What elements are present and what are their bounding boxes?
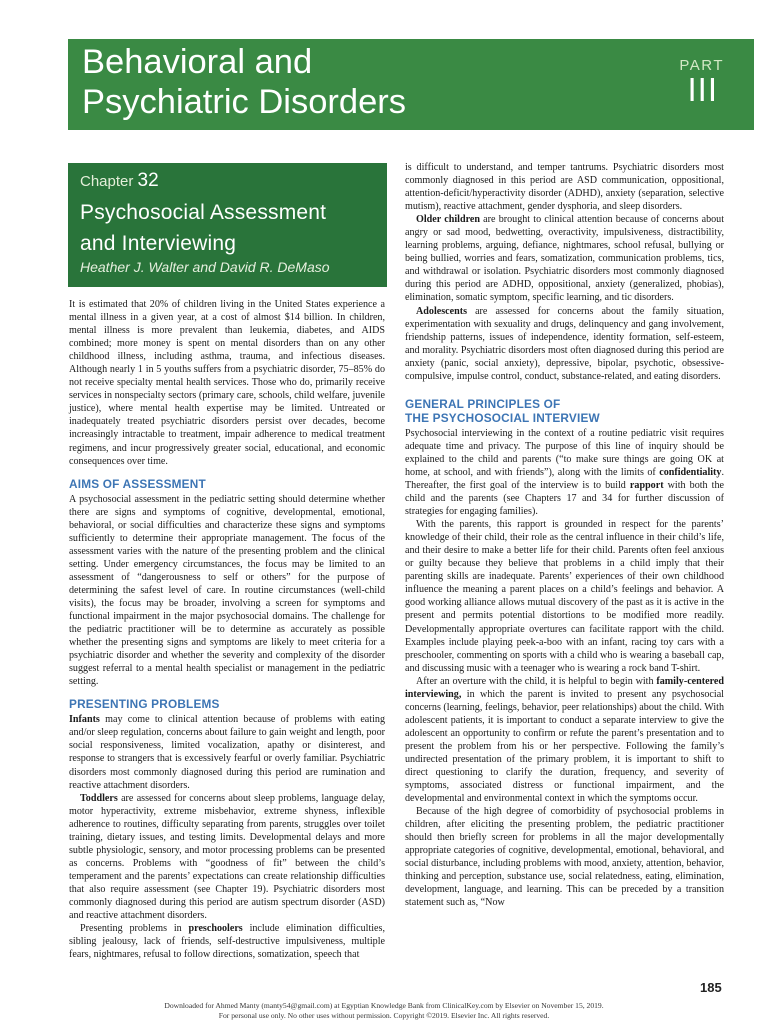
- adolescents-term: Adolescents: [416, 305, 468, 317]
- aims-heading: AIMS OF ASSESSMENT: [69, 476, 206, 491]
- page-number: 185: [700, 980, 722, 995]
- footer-line-2: For personal use only. No other uses without permission. Copyright ©2019. Elsevier Inc. All rights reserved.: [218, 1011, 550, 1020]
- preschoolers-intro: Presenting problems in: [80, 923, 189, 935]
- part-banner: [68, 39, 754, 130]
- rapport-term: rapport: [629, 479, 664, 491]
- preschoolers-continued: is difficult to understand, and temper tantrums. Psychiatric disorders most commonly diagnosed in this period are ASD communication, oppositional, attention-deficit/hyperactivity disorder (ADHD), anxiety (separation, selective mutism), reactive attachment, gender dysphoria, and sleep disorders.: [405, 162, 724, 213]
- part-number: III: [687, 71, 718, 108]
- interview-text-e: in which the parent is invited to present any psychosocial concerns (learning, feelings, behavior, peer relationships) about the child. With adolescent patients, it is important to conduct a separate interview to give the adolescent an opportunity to confirm or refute the parent’s presentation and to present the problem from his or her perspective. Following the family’s undirected presentation of the primary problem, it is important to shift to direct questioning to clarify the duration, frequency, and severity of symptoms, associated distress or functional impairment, and the developmental and environmental context in which the symptoms occur.: [405, 688, 724, 805]
- part-label: PART: [679, 57, 724, 74]
- infants-paragraph: [69, 713, 385, 791]
- footer-line-1: Downloaded for Ahmed Manty (manty54@gmail.com) at Egyptian Knowledge Bank from ClinicalKey.com by Elsevier on November 15, 2019.: [164, 1001, 604, 1010]
- interview-text-b: . Thereafter, the first goal of the interview is to build: [405, 466, 724, 491]
- interview-paragraph-3: [405, 675, 724, 805]
- toddlers-text: are assessed for concerns about sleep problems, language delay, motor hyperactivity, extreme misbehavior, extreme shyness, inflexible adherence to routines, difficulty separating from parents, struggles over toilet training, dietary issues, and testing limits. Developmental delays and more subtle physiologic, sensory, and motor processing problems can be presented as concerns. Problems with “goodness of fit” between the child’s temperament and the parents’ expectations can create relationship difficulties that also require assessment (see Chapter 19). Psychiatric disorders most commonly diagnosed during this period are autism spectrum disorder (ASD) and reactive attachment disorders.: [69, 792, 385, 922]
- interview-paragraph-1: [405, 427, 724, 518]
- adolescents-paragraph: [405, 305, 724, 383]
- preschoolers-text: include elimination difficulties, sibling jealousy, lack of friends, self-destructive impulsiveness, multiple fears, nightmares, refusal to follow directions, somatization, speech that: [69, 923, 385, 961]
- interview-paragraph-4: Because of the high degree of comorbidity of psychosocial problems in children, after eliciting the presenting problem, the pediatric practitioner should then briefly screen for problems in all the major developmentally appropriate categories of cognitive, developmental, emotional, behavioral, and social disturbance, including problems with mood, anxiety, attention, behavior, thinking and perception, substance use, social relatedness, eating, elimination, development, language, and learning. This can be preceded by a transition statement such as, “Now: [405, 806, 724, 909]
- chapter-word: Chapter: [80, 173, 134, 190]
- toddlers-paragraph: [69, 792, 385, 922]
- interview-text-d: After an overture with the child, it is helpful to begin with: [416, 675, 657, 687]
- older-children-term: Older children: [416, 214, 480, 226]
- infants-term: Infants: [69, 714, 100, 726]
- chapter-header: [68, 163, 387, 287]
- general-principles-heading-line-1: GENERAL PRINCIPLES OF: [405, 396, 561, 411]
- aims-paragraph: A psychosocial assessment in the pediatric setting should determine whether there are signs and symptoms of cognitive, developmental, emotional, behavioral, or social difficulties and characterize these signs and symptoms sufficiently to determine their appropriate management. The focus of the assessment varies with the nature of the presenting problem and the clinical setting. Under emergency circumstances, the focus may be limited to an assessment of “dangerousness to self or others” for the purpose of determining the safest level of care. In routine circumstances (well-child visits), the focus may be broader, involving a screen for symptoms and functional impairment in the major psychosocial domains. The challenge for the pediatric practitioner will be to determine as accurately as possible whether the presenting signs and symptoms are likely to meet criteria for a psychiatric disorder and whether the severity and complexity of the disorder suggest referral to a mental health specialist or management in the pediatric setting.: [69, 493, 385, 688]
- adolescents-text: are assessed for concerns about the family situation, experimentation with sexuality and drugs, delinquency and gang involvement, friendship patterns, issues of independence, identity formation, self-esteem, and morality. Psychiatric disorders most often diagnosed during this period are anxiety (panic, social anxiety), depressive, bipolar, psychotic, obsessive-compulsive, impulse control, conduct, substance-related, and eating disorders.: [405, 305, 724, 382]
- part-title-line-2: Psychiatric Disorders: [82, 83, 406, 121]
- general-principles-heading-line-2: THE PSYCHOSOCIAL INTERVIEW: [405, 410, 600, 425]
- infants-text: may come to clinical attention because of problems with eating and/or sleep regulation, concerns about failure to gain weight and length, poor social responsiveness, limited vocalization, apathy or disinterest, and response to strangers that is excessively fearful or overly familiar. Psychiatric disorders most commonly diagnosed during this period are rumination and reactive attachment disorders.: [69, 714, 385, 791]
- download-footer: [0, 1001, 768, 1021]
- intro-paragraph: It is estimated that 20% of children living in the United States experience a mental illness in a given year, at a cost of almost $14 billion. In children, mental illness is more prevalent than leukemia, diabetes, and AIDS combined; more money is spent on mental disorders than on any other childhood illness, including asthma, trauma, and infectious diseases. Although nearly 1 in 5 youths suffers from a psychiatric disorder, 75–85% do not receive specialty mental health services. Those who do, primarily receive services in nonspecialty sectors (primary care, schools, child welfare, juvenile justice), where mental health expertise may be limited. Untreated or inadequately treated psychiatric disorders persist over decades, become increasingly intractable to treatment, impair adherence to medical treatment regimens, and incur progressively greater social, educational, and economic consequences over time.: [69, 299, 385, 467]
- toddlers-term: Toddlers: [80, 792, 118, 804]
- chapter-title-line-2: and Interviewing: [80, 232, 237, 255]
- interview-paragraph-2: With the parents, this rapport is grounded in respect for the parents’ knowledge of their child, their role as the central influence in their child’s life, and their desire to make a better life for their child. Parents often feel anxious or guilty because they believe that problems in a child imply that their parenting skills are inadequate. Parents’ experiences of their own childhood influence the meaning a parent places on a child’s feelings and behavior. A good working alliance allows mutual discovery of the past as it is active in the present and permits potential distortions to be modified more readily. Developmentally appropriate overtures can facilitate rapport with the child. Examples include playing peek-a-boo with an infant, racing toy cars with a preschooler, commenting on sports with a child who is wearing a baseball cap, and discussing music with a teenager who is wearing a rock band T-shirt.: [405, 519, 724, 674]
- chapter-number: 32: [137, 170, 159, 191]
- part-title-line-1: Behavioral and: [82, 43, 313, 81]
- older-children-text: are brought to clinical attention because of concerns about angry or sad mood, bedwetting, overactivity, impulsiveness, distractibility, learning problems, arguing, defiance, nightmares, school refusal, bullying or being bullied, worries and fears, somatization, communication problems, tics, and withdrawal or isolation. Psychiatric disorders most commonly diagnosed during this period are ADHD, oppositional, anxiety (generalized, phobias), elimination, somatic symptom, specific learning, and tic disorders.: [405, 214, 725, 304]
- chapter-title: [80, 197, 326, 259]
- preschoolers-paragraph: [69, 922, 385, 961]
- confidentiality-term: confidentiality: [659, 466, 722, 478]
- interview-text-c: with both the child and the parents (see Chapters 17 and 34 for further discussion of strategies for engaging families).: [405, 479, 724, 518]
- interview-text-a: Psychosocial interviewing in the context of a routine pediatric visit requires adequate time and privacy. The purpose of this line of inquiry should be explained to the child and parents (“to make sure things are going OK at home, at school, and with friends”), along with the limits of: [405, 427, 724, 478]
- part-title: [82, 42, 406, 122]
- presenting-heading: PRESENTING PROBLEMS: [69, 697, 220, 712]
- chapter-title-line-1: Psychosocial Assessment: [80, 201, 327, 224]
- chapter-authors: Heather J. Walter and David R. DeMaso: [80, 259, 330, 275]
- left-column: [69, 298, 385, 961]
- general-principles-heading: [405, 397, 724, 425]
- chapter-label: [80, 170, 159, 192]
- family-centered-term: family-centered interviewing,: [405, 675, 724, 700]
- older-children-paragraph: [405, 213, 724, 304]
- right-column: [405, 161, 724, 910]
- preschoolers-term: preschoolers: [188, 923, 243, 935]
